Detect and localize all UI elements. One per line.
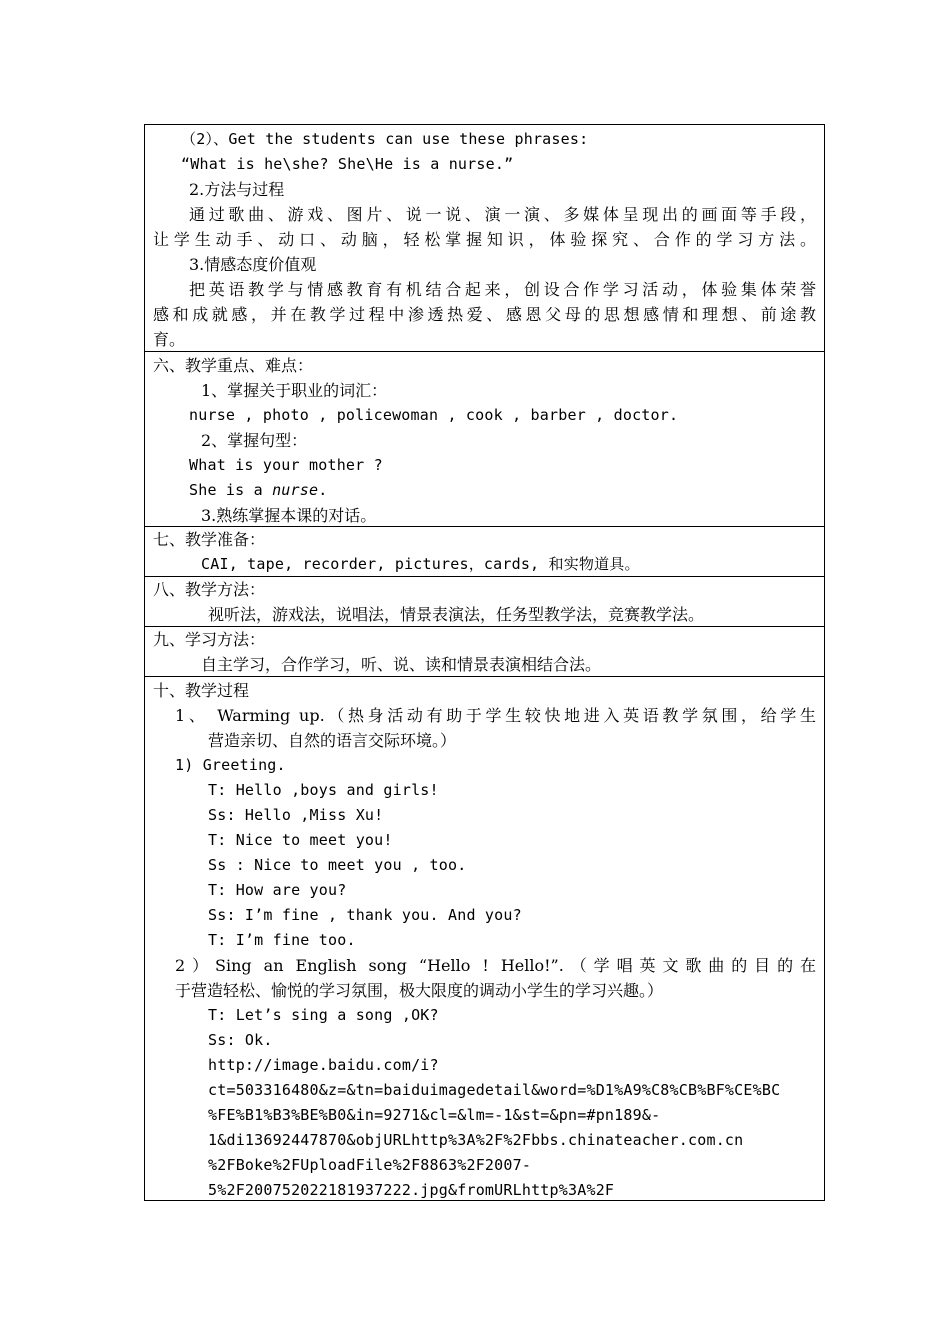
preparation-heading: 七、教学准备： — [153, 530, 266, 549]
dialogue-line: T: I’m fine too. — [208, 931, 356, 949]
process-cell — [145, 676, 824, 1200]
greeting-heading: 1) Greeting. — [175, 756, 286, 774]
key-points-cell — [145, 351, 824, 526]
objectives-cell — [145, 125, 824, 351]
method-process-heading: 2.方法与过程 — [189, 180, 285, 199]
dialogue-line: T: How are you? — [208, 881, 347, 899]
answer-suffix: . — [318, 481, 328, 499]
key-points-vocab-heading: 1、掌握关于职业的词汇： — [201, 381, 388, 400]
warmup-line-1: 1、 Warming up.（热身活动有助于学生较快地进入英语教学氛围，给学生 — [175, 706, 816, 725]
method-process-text-2: 让学生动手、动口、动脑，轻松掌握知识，体验探究、合作的学习方法。 — [153, 230, 816, 249]
key-points-dialogue: 3.熟练掌握本课的对话。 — [201, 506, 377, 525]
emotion-values-text-2: 感和成就感，并在教学过程中渗透热爱、感恩父母的思想感情和理想、前途教 — [153, 305, 816, 324]
objective-sentence-line: “What is he\she? She\He is a nurse.” — [181, 155, 514, 173]
dialogue-line: T: Let’s sing a song ,OK? — [208, 1006, 439, 1024]
dialogue-line: Ss: Ok. — [208, 1031, 273, 1049]
emotion-values-text-3: 育。 — [153, 330, 186, 349]
learning-methods-text: 自主学习，合作学习，听、说、读和情景表演相结合法。 — [201, 655, 602, 674]
emotion-values-heading: 3.情感态度价值观 — [189, 255, 317, 274]
objective-phrases-line: （2）、Get the students can use these phrases: — [181, 130, 589, 148]
dialogue-line: Ss : Nice to meet you , too. — [208, 856, 467, 874]
teaching-methods-text: 视听法，游戏法，说唱法，情景表演法，任务型教学法，竞赛教学法。 — [208, 605, 705, 624]
key-points-heading: 六、教学重点、难点： — [153, 356, 314, 375]
url-line: %2FBoke%2FUploadFile%2F8863%2F2007- — [208, 1156, 532, 1174]
url-line: http://image.baidu.com/i? — [208, 1056, 439, 1074]
process-heading: 十、教学过程 — [153, 681, 250, 700]
answer-prefix: She is a — [189, 481, 273, 499]
sing-song-line-1: 2）Sing an English song “Hello ! Hello!”.（学唱英文歌曲的目的在 — [175, 956, 816, 975]
preparation-cell — [145, 526, 824, 576]
url-line: 5%2F200752022181937222.jpg&fromURLhttp%3A%2F — [208, 1181, 615, 1199]
method-process-text-1: 通过歌曲、游戏、图片、说一说、演一演、多媒体呈现出的画面等手段， — [189, 205, 816, 224]
sing-song-line-2: 于营造轻松、愉悦的学习氛围，极大限度的调动小学生的学习兴趣。） — [175, 981, 664, 1000]
lesson-plan-table — [144, 124, 825, 1201]
answer-keyword: nurse — [272, 481, 319, 499]
dialogue-line: T: Hello ,boys and girls! — [208, 781, 439, 799]
url-line: ct=503316480&z=&tn=baiduimagedetail&word=%D1%A9%C8%CB%BF%CE%BC — [208, 1081, 781, 1099]
dialogue-line: Ss: Hello ,Miss Xu! — [208, 806, 384, 824]
emotion-values-text-1: 把英语教学与情感教育有机结合起来，创设合作学习活动，体验集体荣誉 — [189, 280, 816, 299]
dialogue-line: Ss: I’m fine , thank you. And you? — [208, 906, 522, 924]
key-points-pattern-question: What is your mother ? — [189, 456, 383, 474]
url-line: %FE%B1%B3%BE%B0&in=9271&cl=&lm=-1&st=&pn=#pn189&- — [208, 1106, 661, 1124]
teaching-methods-heading: 八、教学方法： — [153, 580, 266, 599]
warmup-line-2: 营造亲切、自然的语言交际环境。） — [208, 731, 457, 750]
key-points-vocab-words: nurse , photo , policewoman , cook , barber , doctor. — [189, 406, 679, 424]
preparation-text: CAI, tape, recorder, pictures，cards, 和实物道具。 — [201, 555, 640, 573]
learning-methods-cell — [145, 626, 824, 676]
url-line: 1&di13692447870&objURLhttp%3A%2F%2Fbbs.chinateacher.com.cn — [208, 1131, 744, 1149]
teaching-methods-cell — [145, 576, 824, 626]
key-points-pattern-heading: 2、掌握句型： — [201, 431, 308, 450]
dialogue-line: T: Nice to meet you! — [208, 831, 393, 849]
key-points-pattern-answer — [153, 478, 816, 503]
learning-methods-heading: 九、学习方法： — [153, 630, 266, 649]
